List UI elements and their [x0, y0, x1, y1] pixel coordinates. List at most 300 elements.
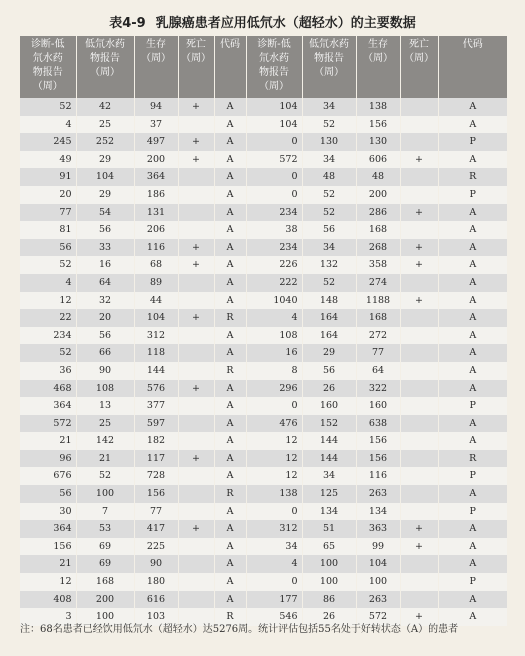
table-row: [20, 221, 507, 239]
table-cell: 25: [76, 415, 134, 433]
table-cell: [400, 186, 438, 204]
table-cell: A: [214, 98, 246, 116]
table-cell: 200: [134, 151, 178, 169]
table-cell: 104: [134, 309, 178, 327]
table-cell: 12: [246, 450, 302, 468]
table-cell: 160: [302, 397, 356, 415]
table-row: [20, 467, 507, 485]
header-line: 生存: [146, 39, 166, 50]
table-cell: 286: [356, 204, 400, 222]
table-cell: 497: [134, 133, 178, 151]
header-col-code-2: [438, 36, 507, 98]
header-line: 死亡: [409, 39, 429, 50]
table-cell: 90: [76, 362, 134, 380]
table-cell: A: [214, 538, 246, 556]
table-cell: R: [214, 309, 246, 327]
table-cell: [400, 380, 438, 398]
table-cell: [400, 274, 438, 292]
table-cell: 576: [134, 380, 178, 398]
table-cell: [400, 362, 438, 380]
table-cell: 131: [134, 204, 178, 222]
table-cell: 100: [356, 573, 400, 591]
table-cell: A: [438, 256, 507, 274]
table-cell: A: [214, 327, 246, 345]
table-cell: [178, 344, 214, 362]
table-cell: +: [178, 450, 214, 468]
table-cell: +: [178, 256, 214, 274]
table-row: [20, 380, 507, 398]
table-cell: 37: [134, 116, 178, 134]
table-cell: 364: [134, 168, 178, 186]
table-row: [20, 450, 507, 468]
table-header-row: [20, 36, 507, 98]
table-cell: R: [214, 362, 246, 380]
table-cell: 44: [134, 292, 178, 310]
table-cell: [400, 98, 438, 116]
table-cell: [178, 186, 214, 204]
table-cell: A: [214, 116, 246, 134]
table-cell: 252: [76, 133, 134, 151]
table-cell: +: [178, 309, 214, 327]
table-cell: 12: [246, 432, 302, 450]
table-cell: [400, 221, 438, 239]
table-cell: A: [438, 362, 507, 380]
table-row: [20, 555, 507, 573]
table-cell: [400, 344, 438, 362]
table-cell: 363: [356, 520, 400, 538]
table-cell: 138: [356, 98, 400, 116]
table-cell: [178, 221, 214, 239]
table-cell: 12: [246, 467, 302, 485]
table-cell: 68: [134, 256, 178, 274]
table-cell: 34: [302, 98, 356, 116]
table-cell: [400, 450, 438, 468]
table-cell: 94: [134, 98, 178, 116]
table-cell: 144: [302, 432, 356, 450]
table-cell: [400, 133, 438, 151]
table-cell: 156: [356, 450, 400, 468]
table-cell: 186: [134, 186, 178, 204]
table-cell: 13: [76, 397, 134, 415]
table-cell: R: [438, 450, 507, 468]
table-cell: [178, 274, 214, 292]
table-cell: 206: [134, 221, 178, 239]
table-cell: 364: [20, 397, 76, 415]
header-col-death: [178, 36, 214, 98]
table-cell: 8: [246, 362, 302, 380]
table-cell: 100: [76, 608, 134, 626]
table-cell: 168: [76, 573, 134, 591]
table-cell: 268: [356, 239, 400, 257]
header-line: （周）: [314, 67, 344, 78]
table-cell: 64: [76, 274, 134, 292]
header-line: 诊断-低: [30, 39, 65, 50]
header-line: 物报告: [314, 53, 344, 64]
table-cell: [178, 591, 214, 609]
table-cell: 160: [356, 397, 400, 415]
table-cell: 0: [246, 168, 302, 186]
table-row: [20, 186, 507, 204]
table-cell: A: [214, 380, 246, 398]
table-cell: A: [438, 591, 507, 609]
table-cell: 81: [20, 221, 76, 239]
table-cell: 377: [134, 397, 178, 415]
header-line: 低氘水药: [309, 39, 349, 50]
header-col-death-2: [400, 36, 438, 98]
table-cell: R: [214, 608, 246, 626]
table-cell: 116: [134, 239, 178, 257]
table-cell: A: [214, 168, 246, 186]
table-cell: P: [438, 573, 507, 591]
table-cell: A: [214, 573, 246, 591]
table-cell: 52: [20, 256, 76, 274]
header-col-ddw-report: [76, 36, 134, 98]
table-cell: [178, 397, 214, 415]
table-cell: A: [214, 555, 246, 573]
table-cell: 52: [302, 186, 356, 204]
table-cell: 56: [76, 327, 134, 345]
table-cell: 26: [302, 608, 356, 626]
table-cell: 69: [76, 555, 134, 573]
table-row: [20, 538, 507, 556]
table-cell: 117: [134, 450, 178, 468]
table-row: [20, 274, 507, 292]
header-line: （周）: [90, 67, 120, 78]
header-line: 代码: [462, 39, 483, 50]
table-cell: 26: [302, 380, 356, 398]
table-cell: P: [438, 397, 507, 415]
table-cell: 296: [246, 380, 302, 398]
table-cell: [400, 503, 438, 521]
table-cell: 0: [246, 397, 302, 415]
table-cell: 100: [302, 573, 356, 591]
table-cell: 0: [246, 186, 302, 204]
table-cell: 20: [76, 309, 134, 327]
table-cell: [400, 555, 438, 573]
table-cell: 52: [20, 344, 76, 362]
table-row: [20, 256, 507, 274]
table-cell: 33: [76, 239, 134, 257]
table-cell: [400, 415, 438, 433]
table-cell: 49: [20, 151, 76, 169]
table-cell: [400, 168, 438, 186]
table-cell: 226: [246, 256, 302, 274]
table-cell: 16: [76, 256, 134, 274]
table-cell: P: [438, 133, 507, 151]
table-cell: 728: [134, 467, 178, 485]
table-cell: 676: [20, 467, 76, 485]
table-cell: 156: [356, 432, 400, 450]
table-row: [20, 309, 507, 327]
table-cell: 134: [356, 503, 400, 521]
table-cell: P: [438, 186, 507, 204]
table-row: [20, 485, 507, 503]
table-cell: 30: [20, 503, 76, 521]
table-row: [20, 520, 507, 538]
table-cell: 91: [20, 168, 76, 186]
table-row: [20, 344, 507, 362]
table-row: [20, 573, 507, 591]
table-cell: [178, 327, 214, 345]
table-cell: 12: [20, 292, 76, 310]
header-line: 氘水药: [259, 53, 289, 64]
table-cell: +: [178, 520, 214, 538]
header-line: 物报告: [90, 53, 120, 64]
table-cell: 180: [134, 573, 178, 591]
table-cell: 225: [134, 538, 178, 556]
table-cell: +: [400, 256, 438, 274]
table-body: [20, 98, 507, 626]
table-title: [0, 12, 525, 31]
table-cell: 104: [246, 98, 302, 116]
table-cell: 56: [20, 239, 76, 257]
table-cell: 144: [302, 450, 356, 468]
table-cell: 90: [134, 555, 178, 573]
table-cell: A: [438, 204, 507, 222]
table-cell: 108: [246, 327, 302, 345]
header-col-code: [214, 36, 246, 98]
table-cell: R: [214, 485, 246, 503]
table-cell: 164: [302, 309, 356, 327]
table-cell: 48: [356, 168, 400, 186]
header-line: （周）: [259, 81, 289, 92]
table-cell: A: [438, 555, 507, 573]
table-cell: 156: [356, 116, 400, 134]
table-cell: 104: [76, 168, 134, 186]
table-cell: A: [438, 98, 507, 116]
table-cell: 606: [356, 151, 400, 169]
table-cell: 20: [20, 186, 76, 204]
table-cell: 77: [134, 503, 178, 521]
table-cell: 4: [20, 116, 76, 134]
header-col-diagnosis-to-start-2: [246, 36, 302, 98]
table-cell: 29: [76, 186, 134, 204]
table-cell: A: [438, 608, 507, 626]
table-cell: A: [214, 133, 246, 151]
table-cell: A: [214, 520, 246, 538]
table-cell: 0: [246, 573, 302, 591]
table-cell: 118: [134, 344, 178, 362]
table-cell: 144: [134, 362, 178, 380]
table-cell: 52: [302, 204, 356, 222]
table-cell: +: [400, 520, 438, 538]
header-line: 物报告: [259, 67, 289, 78]
table-cell: A: [214, 186, 246, 204]
table-cell: 52: [20, 98, 76, 116]
table-cell: 263: [356, 485, 400, 503]
table-cell: [178, 362, 214, 380]
table-cell: 54: [76, 204, 134, 222]
table-cell: 53: [76, 520, 134, 538]
table-row: [20, 168, 507, 186]
table-cell: [178, 555, 214, 573]
table-cell: [178, 467, 214, 485]
table-cell: 16: [246, 344, 302, 362]
table-cell: 21: [20, 432, 76, 450]
table-row: [20, 327, 507, 345]
table-cell: A: [214, 591, 246, 609]
table-title-text: 乳腺癌患者应用低氘水（超轻水）的主要数据: [155, 16, 416, 31]
table-cell: A: [438, 520, 507, 538]
table-cell: +: [400, 204, 438, 222]
header-line: 生存: [368, 39, 388, 50]
table-cell: 34: [302, 151, 356, 169]
table-cell: 468: [20, 380, 76, 398]
table-cell: 168: [356, 221, 400, 239]
table-cell: 34: [302, 467, 356, 485]
table-cell: [400, 485, 438, 503]
table-cell: 21: [76, 450, 134, 468]
table-cell: A: [214, 503, 246, 521]
table-cell: 116: [356, 467, 400, 485]
table-cell: +: [178, 380, 214, 398]
table-cell: 142: [76, 432, 134, 450]
table-cell: 138: [246, 485, 302, 503]
table-cell: 104: [356, 555, 400, 573]
table-cell: 130: [302, 133, 356, 151]
table-cell: A: [438, 239, 507, 257]
table-cell: 32: [76, 292, 134, 310]
table-cell: 99: [356, 538, 400, 556]
header-line: 氘水药: [32, 53, 63, 64]
table-cell: [178, 538, 214, 556]
table-cell: A: [214, 274, 246, 292]
table-number: 表4-9: [109, 16, 146, 31]
table-cell: P: [438, 467, 507, 485]
table-cell: [400, 309, 438, 327]
table-cell: 408: [20, 591, 76, 609]
table-cell: 38: [246, 221, 302, 239]
table-cell: 125: [302, 485, 356, 503]
table-cell: [178, 204, 214, 222]
table-cell: 1040: [246, 292, 302, 310]
table-cell: 200: [76, 591, 134, 609]
table-cell: 572: [356, 608, 400, 626]
table-cell: +: [178, 239, 214, 257]
table-cell: A: [214, 221, 246, 239]
table-row: [20, 151, 507, 169]
table-cell: [400, 397, 438, 415]
table-cell: 168: [356, 309, 400, 327]
table-cell: 597: [134, 415, 178, 433]
table-cell: +: [400, 292, 438, 310]
table-cell: 25: [76, 116, 134, 134]
table-row: [20, 116, 507, 134]
table-cell: 358: [356, 256, 400, 274]
table-cell: 234: [246, 204, 302, 222]
table-cell: +: [400, 538, 438, 556]
header-col-diagnosis-to-start: [20, 36, 76, 98]
table-cell: 42: [76, 98, 134, 116]
table-cell: 56: [302, 362, 356, 380]
table-cell: A: [438, 415, 507, 433]
header-line: （周）: [404, 53, 434, 64]
table-cell: 56: [76, 221, 134, 239]
table-cell: +: [178, 151, 214, 169]
table-cell: 312: [134, 327, 178, 345]
table-cell: 245: [20, 133, 76, 151]
table-cell: [178, 432, 214, 450]
table-cell: 56: [20, 485, 76, 503]
table-cell: 29: [76, 151, 134, 169]
table-cell: 3: [20, 608, 76, 626]
table-cell: +: [178, 98, 214, 116]
header-line: 诊断-低: [257, 39, 291, 50]
table-cell: 638: [356, 415, 400, 433]
table-cell: 34: [246, 538, 302, 556]
table-cell: 234: [246, 239, 302, 257]
table-cell: A: [438, 327, 507, 345]
table-cell: 77: [20, 204, 76, 222]
table-row: [20, 292, 507, 310]
table-cell: [178, 292, 214, 310]
table-cell: A: [438, 221, 507, 239]
table-row: [20, 239, 507, 257]
table-cell: 130: [356, 133, 400, 151]
table-cell: 177: [246, 591, 302, 609]
table-cell: 52: [76, 467, 134, 485]
table-cell: 164: [302, 327, 356, 345]
table-cell: A: [438, 116, 507, 134]
table-cell: 77: [356, 344, 400, 362]
table-cell: 100: [302, 555, 356, 573]
table-cell: 36: [20, 362, 76, 380]
table-cell: 417: [134, 520, 178, 538]
table-cell: 22: [20, 309, 76, 327]
table-cell: 274: [356, 274, 400, 292]
table-cell: 7: [76, 503, 134, 521]
table-cell: A: [214, 432, 246, 450]
header-line: 物报告: [32, 67, 63, 78]
table-cell: 34: [302, 239, 356, 257]
table-cell: 322: [356, 380, 400, 398]
table-cell: 69: [76, 538, 134, 556]
table-cell: 64: [356, 362, 400, 380]
table-cell: A: [214, 239, 246, 257]
table-cell: A: [214, 415, 246, 433]
table-cell: [178, 116, 214, 134]
table-row: [20, 432, 507, 450]
header-line: （周）: [32, 81, 63, 92]
table-cell: 134: [302, 503, 356, 521]
table-cell: [400, 432, 438, 450]
header-line: （周）: [141, 53, 171, 64]
table-cell: 0: [246, 133, 302, 151]
table-cell: 12: [20, 573, 76, 591]
table-cell: [178, 503, 214, 521]
table-cell: 156: [20, 538, 76, 556]
table-cell: 1188: [356, 292, 400, 310]
table-cell: A: [438, 538, 507, 556]
table-cell: R: [438, 168, 507, 186]
table-row: [20, 415, 507, 433]
table-cell: 96: [20, 450, 76, 468]
table-cell: 152: [302, 415, 356, 433]
table-cell: 4: [20, 274, 76, 292]
table-cell: [178, 573, 214, 591]
table-cell: 156: [134, 485, 178, 503]
table-cell: 572: [20, 415, 76, 433]
table-cell: A: [438, 380, 507, 398]
table-cell: 263: [356, 591, 400, 609]
table-cell: [178, 485, 214, 503]
table-cell: 222: [246, 274, 302, 292]
table-cell: 51: [302, 520, 356, 538]
table-cell: A: [438, 485, 507, 503]
table-row: [20, 362, 507, 380]
table-cell: 103: [134, 608, 178, 626]
header-col-survival-2: [356, 36, 400, 98]
